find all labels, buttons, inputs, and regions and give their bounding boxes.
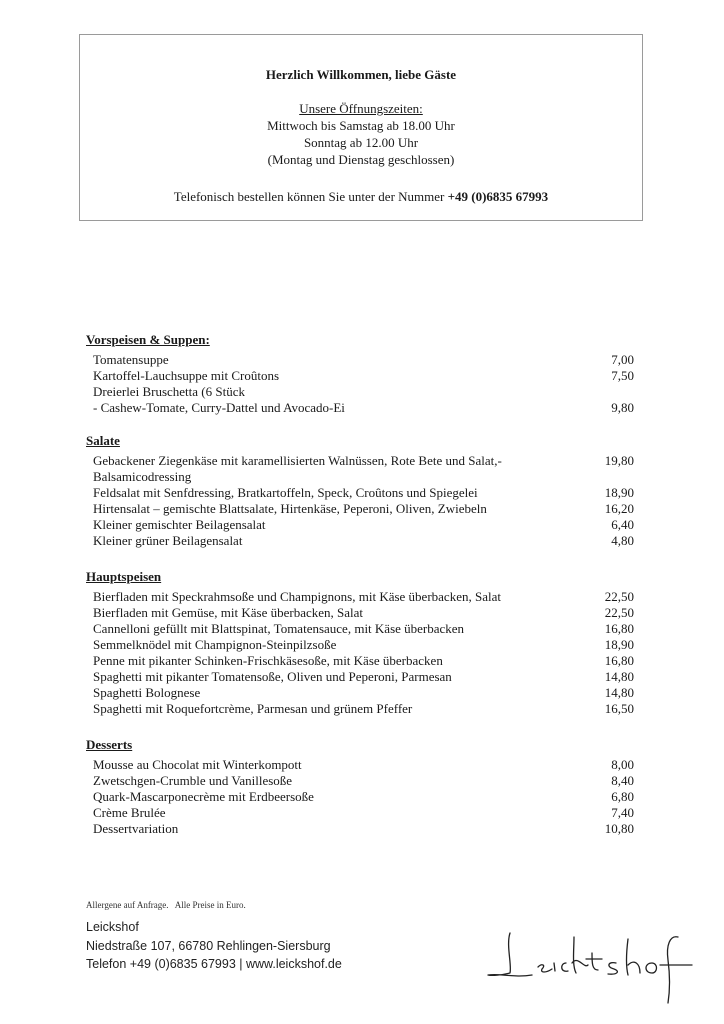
menu-item-price: 18,90 <box>604 485 634 500</box>
menu-item <box>93 701 634 717</box>
menu-section <box>86 433 634 549</box>
section-title: Salate <box>86 433 120 448</box>
phone-order-text: Telefonisch bestellen können Sie unter der Nummer <box>173 189 448 204</box>
menu-item <box>93 400 634 416</box>
menu-item-name: Bierfladen mit Speckrahmsoße und Champignons, mit Käse überbacken, Salat <box>93 589 501 604</box>
menu-item-name: Spaghetti Bolognese <box>93 685 201 700</box>
menu-item <box>93 653 634 669</box>
contact-line[interactable]: Telefon +49 (0)6835 67993 | www.leickshof.de <box>86 957 342 971</box>
menu-section <box>86 737 634 837</box>
menu-item <box>93 589 634 605</box>
signature-logo <box>480 915 700 1005</box>
menu-item <box>93 789 634 805</box>
welcome-title: Herzlich Willkommen, liebe Gäste <box>265 67 457 82</box>
menu-item <box>93 368 634 384</box>
menu-item-list <box>86 589 634 717</box>
menu-item <box>93 352 634 368</box>
menu-item-name: Crème Brulée <box>93 805 166 820</box>
menu-item-name: Feldsalat mit Senfdressing, Bratkartoffeln, Speck, Croûtons und Spiegelei <box>93 485 478 500</box>
menu-item-price: 8,40 <box>611 773 634 788</box>
menu-item-price: 8,00 <box>611 757 634 772</box>
menu-item-price: 16,80 <box>604 621 634 636</box>
menu-item-name: Kleiner grüner Beilagensalat <box>93 533 243 548</box>
menu-item-name: Dreierlei Bruschetta (6 Stück <box>93 384 245 399</box>
phone-number[interactable]: +49 (0)6835 67993 <box>447 189 549 204</box>
menu-item <box>93 605 634 621</box>
allergene-note: Allergene auf Anfrage. Alle Preise in Euro. <box>86 900 246 910</box>
menu-item-price <box>584 469 634 485</box>
opening-hours-line: Mittwoch bis Samstag ab 18.00 Uhr <box>267 118 455 133</box>
menu-item-name: Zwetschgen-Crumble und Vanillesoße <box>93 773 293 788</box>
menu-item-name: Spaghetti mit Roquefortcrème, Parmesan und grünem Pfeffer <box>93 701 413 716</box>
menu-item <box>93 384 634 400</box>
menu <box>86 332 634 837</box>
menu-item-price: 9,80 <box>611 400 634 415</box>
welcome-box <box>79 34 643 221</box>
menu-section <box>86 332 634 416</box>
menu-item-name: Spaghetti mit pikanter Tomatensoße, Oliven und Peperoni, Parmesan <box>93 669 452 684</box>
menu-item-price: 6,80 <box>611 789 634 804</box>
menu-item <box>93 637 634 653</box>
menu-item <box>93 757 634 773</box>
section-title: Desserts <box>86 737 133 752</box>
menu-item-name: Balsamicodressing <box>93 469 192 484</box>
menu-item-price: 7,40 <box>611 805 634 820</box>
menu-item <box>93 517 634 533</box>
menu-item <box>93 621 634 637</box>
restaurant-name: Leickshof <box>86 920 139 934</box>
menu-item-name: Semmelknödel mit Champignon-Steinpilzsoße <box>93 637 337 652</box>
menu-item-name: Quark-Mascarponecrème mit Erdbeersoße <box>93 789 314 804</box>
menu-item-price: 22,50 <box>604 589 634 604</box>
menu-item-price: 7,50 <box>611 368 634 383</box>
section-title: Vorspeisen & Suppen: <box>86 332 210 347</box>
menu-item <box>93 469 634 485</box>
menu-item <box>93 501 634 517</box>
menu-item-list <box>86 757 634 837</box>
menu-item-price: 22,50 <box>604 605 634 620</box>
menu-item-price: 14,80 <box>604 685 634 700</box>
section-title: Hauptspeisen <box>86 569 162 584</box>
menu-item-name: Gebackener Ziegenkäse mit karamellisierten Walnüssen, Rote Bete und Salat,- <box>93 453 502 468</box>
menu-item-name: Kleiner gemischter Beilagensalat <box>93 517 266 532</box>
menu-item <box>93 821 634 837</box>
menu-item-name: Hirtensalat – gemischte Blattsalate, Hirtenkäse, Peperoni, Oliven, Zwiebeln <box>93 501 487 516</box>
menu-item-price <box>584 384 634 400</box>
menu-item-price: 14,80 <box>604 669 634 684</box>
menu-item <box>93 773 634 789</box>
menu-item-price: 7,00 <box>611 352 634 367</box>
menu-item <box>93 453 634 469</box>
menu-section <box>86 569 634 717</box>
menu-item-price: 16,80 <box>604 653 634 668</box>
menu-item-name: Mousse au Chocolat mit Winterkompott <box>93 757 302 772</box>
menu-item-name: Penne mit pikanter Schinken-Frischkäsesoße, mit Käse überbacken <box>93 653 443 668</box>
menu-item-price: 6,40 <box>611 517 634 532</box>
menu-item-name: Dessertvariation <box>93 821 179 836</box>
opening-hours-line: Sonntag ab 12.00 Uhr <box>303 135 419 150</box>
menu-item-price: 16,20 <box>604 501 634 516</box>
menu-item-price: 4,80 <box>611 533 634 548</box>
menu-item-price: 16,50 <box>604 701 634 716</box>
menu-item-name: Kartoffel-Lauchsuppe mit Croûtons <box>93 368 280 383</box>
menu-item <box>93 669 634 685</box>
menu-item-list <box>86 352 634 416</box>
street-address: Niedstraße 107, 66780 Rehlingen-Siersburg <box>86 938 331 953</box>
opening-hours-heading: Unsere Öffnungszeiten: <box>299 101 423 116</box>
menu-item-list <box>86 453 634 549</box>
menu-item-name: - Cashew-Tomate, Curry-Dattel und Avocado-Ei <box>93 400 345 415</box>
menu-item-name: Cannelloni gefüllt mit Blattspinat, Tomatensauce, mit Käse überbacken <box>93 621 465 636</box>
menu-item <box>93 485 634 501</box>
menu-item-price: 19,80 <box>604 453 634 468</box>
opening-hours-line: (Montag und Dienstag geschlossen) <box>267 152 455 167</box>
menu-item-name: Bierfladen mit Gemüse, mit Käse überbacken, Salat <box>93 605 364 620</box>
menu-item-name: Tomatensuppe <box>93 352 169 367</box>
footer-address <box>86 918 342 974</box>
menu-item <box>93 805 634 821</box>
menu-item-price: 18,90 <box>604 637 634 652</box>
phone-order-line <box>80 189 642 205</box>
menu-item <box>93 685 634 701</box>
menu-item <box>93 533 634 549</box>
menu-item-price: 10,80 <box>604 821 634 836</box>
